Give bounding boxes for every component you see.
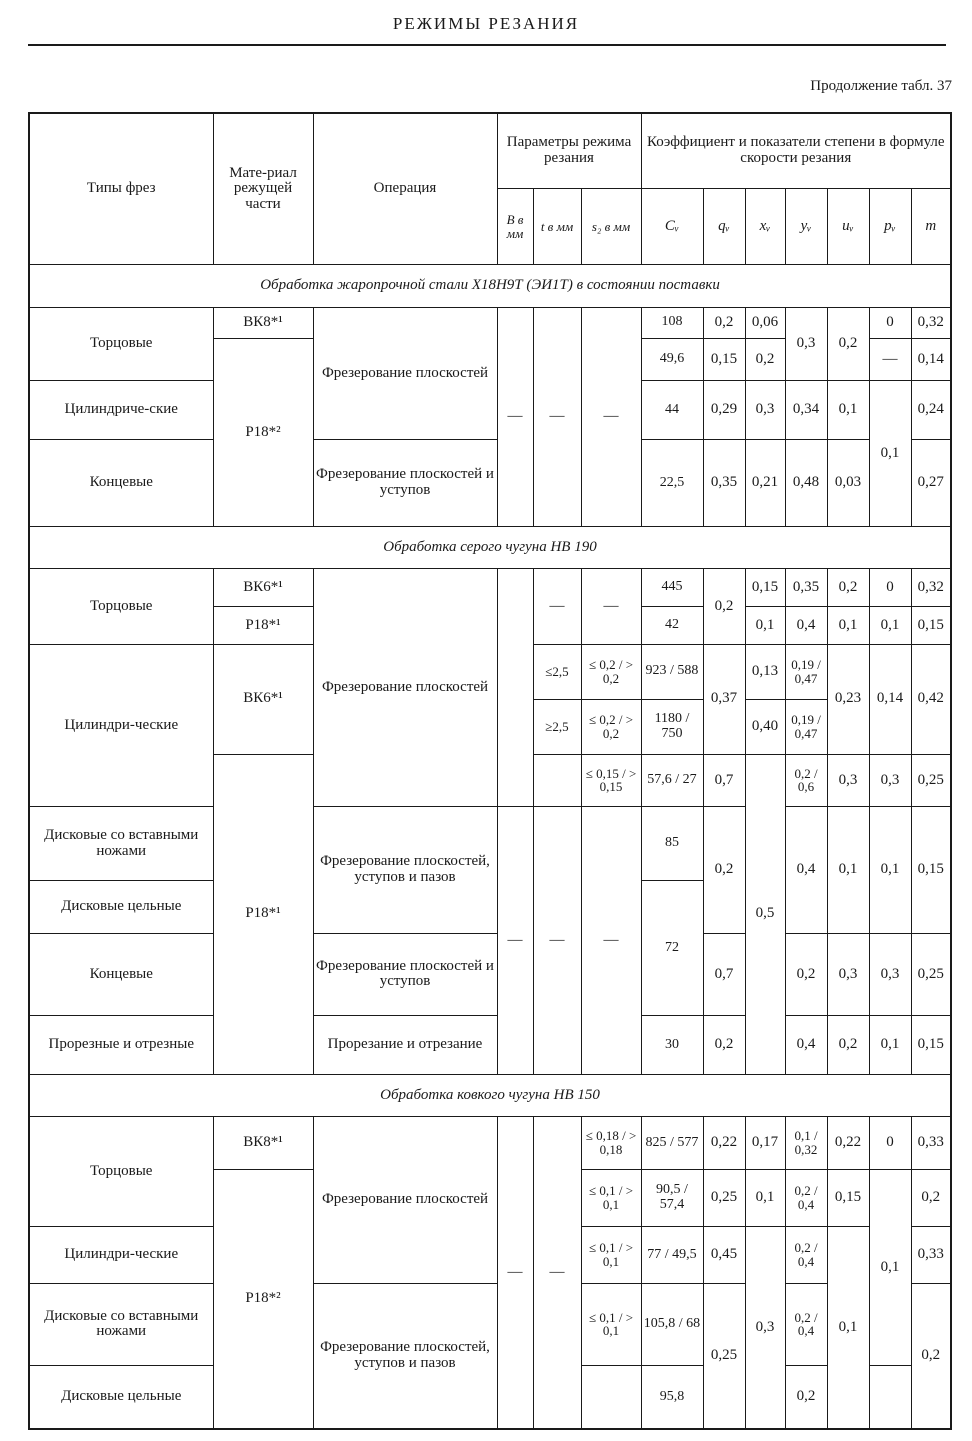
sz-cell: ≤ 0,1 / > 0,1 bbox=[581, 1226, 641, 1283]
sz-cell: ≤ 0,18 / > 0,18 bbox=[581, 1117, 641, 1170]
pv-cell: 0,1 bbox=[869, 381, 911, 527]
cv-cell: 105,8 / 68 bbox=[641, 1283, 703, 1365]
cv-cell: 1180 / 750 bbox=[641, 699, 703, 754]
material-cell: ВК6*¹ bbox=[213, 644, 313, 754]
pv-cell: 0,3 bbox=[869, 933, 911, 1015]
section-title: Обработка ковкого чугуна НВ 150 bbox=[29, 1075, 951, 1117]
b-cell: — bbox=[497, 1117, 533, 1429]
operation-cell: Фрезерование плоскостей и уступов bbox=[313, 933, 497, 1015]
cv-cell: 57,6 / 27 bbox=[641, 754, 703, 807]
type-cell: Дисковые со вставными ножами bbox=[29, 1283, 213, 1365]
xv-cell: 0,17 bbox=[745, 1117, 785, 1170]
operation-cell: Фрезерование плоскостей bbox=[313, 307, 497, 440]
yv-cell: 0,2 / 0,4 bbox=[785, 1226, 827, 1283]
t-cell: — bbox=[533, 307, 581, 526]
type-cell: Торцовые bbox=[29, 307, 213, 381]
uv-cell: 0,3 bbox=[827, 754, 869, 807]
header-coeffs: Коэффициент и показатели степени в формуле скорости резания bbox=[641, 113, 951, 189]
m-cell: 0,14 bbox=[911, 339, 951, 381]
operation-cell: Фрезерование плоскостей и уступов bbox=[313, 440, 497, 526]
t-cell: ≤2,5 bbox=[533, 644, 581, 699]
head-rule bbox=[28, 44, 946, 46]
material-cell: ВК8*¹ bbox=[213, 1117, 313, 1170]
sz-cell: — bbox=[581, 307, 641, 526]
xv-cell: 0,21 bbox=[745, 440, 785, 526]
m-cell: 0,32 bbox=[911, 307, 951, 339]
cv-cell: 22,5 bbox=[641, 440, 703, 526]
header-b: B в мм bbox=[497, 189, 533, 265]
t-cell: — bbox=[533, 1117, 581, 1429]
type-cell: Концевые bbox=[29, 933, 213, 1015]
yv-cell: 0,3 bbox=[785, 307, 827, 381]
m-cell: 0,15 bbox=[911, 606, 951, 644]
operation-cell: Фрезерование плоскостей bbox=[313, 568, 497, 806]
b-cell bbox=[497, 568, 533, 806]
pv-cell: 0,1 bbox=[869, 606, 911, 644]
pv-cell: 0,1 bbox=[869, 807, 911, 934]
yv-cell: 0,19 / 0,47 bbox=[785, 699, 827, 754]
type-cell: Дисковые цельные bbox=[29, 1366, 213, 1429]
material-cell: Р18*² bbox=[213, 339, 313, 527]
cutting-modes-table bbox=[28, 112, 952, 1430]
header-uv: uᵥ bbox=[827, 189, 869, 265]
header-material: Мате-риал режущей части bbox=[213, 113, 313, 265]
m-cell: 0,24 bbox=[911, 381, 951, 440]
xv-cell: 0,3 bbox=[745, 1226, 785, 1429]
header-qv: qᵥ bbox=[703, 189, 745, 265]
material-cell: ВК8*¹ bbox=[213, 307, 313, 339]
m-cell: 0,2 bbox=[911, 1169, 951, 1226]
m-cell: 0,42 bbox=[911, 644, 951, 754]
uv-cell: 0,15 bbox=[827, 1169, 869, 1226]
qv-cell: 0,25 bbox=[703, 1169, 745, 1226]
section-title: Обработка жаропрочной стали Х18Н9Т (ЭИ1Т) в состоянии поставки bbox=[29, 265, 951, 307]
type-cell: Концевые bbox=[29, 440, 213, 526]
m-cell: 0,32 bbox=[911, 568, 951, 606]
header-cv: Cᵥ bbox=[641, 189, 703, 265]
pv-cell: 0 bbox=[869, 1117, 911, 1170]
qv-cell: 0,45 bbox=[703, 1226, 745, 1283]
cv-cell: 923 / 588 bbox=[641, 644, 703, 699]
material-cell: Р18*¹ bbox=[213, 606, 313, 644]
qv-cell: 0,35 bbox=[703, 440, 745, 526]
xv-cell: 0,15 bbox=[745, 568, 785, 606]
pv-cell: — bbox=[869, 339, 911, 381]
pv-cell: 0,1 bbox=[869, 1169, 911, 1365]
xv-cell: 0,5 bbox=[745, 754, 785, 1075]
m-cell: 0,2 bbox=[911, 1283, 951, 1429]
uv-cell: 0,2 bbox=[827, 1016, 869, 1075]
running-head: РЕЖИМЫ РЕЗАНИЯ bbox=[392, 14, 580, 33]
qv-cell: 0,25 bbox=[703, 1283, 745, 1429]
header-sz: s₂ в мм bbox=[581, 189, 641, 265]
cv-cell: 77 / 49,5 bbox=[641, 1226, 703, 1283]
qv-cell: 0,7 bbox=[703, 754, 745, 807]
qv-cell: 0,2 bbox=[703, 307, 745, 339]
section-title: Обработка серого чугуна НВ 190 bbox=[29, 526, 951, 568]
header-types: Типы фрез bbox=[29, 113, 213, 265]
b-cell: — bbox=[497, 807, 533, 1075]
header-operation: Операция bbox=[313, 113, 497, 265]
cv-cell: 108 bbox=[641, 307, 703, 339]
qv-cell: 0,37 bbox=[703, 644, 745, 754]
xv-cell: 0,40 bbox=[745, 699, 785, 754]
type-cell: Прорезные и отрезные bbox=[29, 1016, 213, 1075]
uv-cell: 0,3 bbox=[827, 933, 869, 1015]
yv-cell: 0,1 / 0,32 bbox=[785, 1117, 827, 1170]
qv-cell: 0,2 bbox=[703, 807, 745, 934]
pv-cell: 0,1 bbox=[869, 1016, 911, 1075]
cv-cell: 95,8 bbox=[641, 1366, 703, 1429]
yv-cell: 0,2 / 0,4 bbox=[785, 1283, 827, 1365]
uv-cell: 0,03 bbox=[827, 440, 869, 526]
sz-cell: ≤ 0,2 / > 0,2 bbox=[581, 699, 641, 754]
m-cell: 0,33 bbox=[911, 1117, 951, 1170]
xv-cell: 0,1 bbox=[745, 606, 785, 644]
xv-cell: 0,06 bbox=[745, 307, 785, 339]
sz-cell: ≤ 0,2 / > 0,2 bbox=[581, 644, 641, 699]
m-cell: 0,33 bbox=[911, 1226, 951, 1283]
qv-cell: 0,15 bbox=[703, 339, 745, 381]
sz-cell: ≤ 0,1 / > 0,1 bbox=[581, 1283, 641, 1365]
header-m: m bbox=[911, 189, 951, 265]
cv-cell: 72 bbox=[641, 881, 703, 1016]
xv-cell: 0,2 bbox=[745, 339, 785, 381]
cv-cell: 825 / 577 bbox=[641, 1117, 703, 1170]
table-continuation-label: Продолжение табл. 37 bbox=[810, 78, 952, 94]
qv-cell: 0,2 bbox=[703, 568, 745, 644]
yv-cell: 0,35 bbox=[785, 568, 827, 606]
header-t: t в мм bbox=[533, 189, 581, 265]
cv-cell: 49,6 bbox=[641, 339, 703, 381]
t-cell: — bbox=[533, 807, 581, 1075]
t-cell: — bbox=[533, 568, 581, 644]
header-pv: pᵥ bbox=[869, 189, 911, 265]
cv-cell: 85 bbox=[641, 807, 703, 881]
operation-cell: Фрезерование плоскостей, уступов и пазов bbox=[313, 1283, 497, 1429]
sz-cell: — bbox=[581, 807, 641, 1075]
sz-cell bbox=[581, 1366, 641, 1429]
pv-cell: 0,3 bbox=[869, 754, 911, 807]
t-cell: ≥2,5 bbox=[533, 699, 581, 754]
sz-cell: ≤ 0,15 / > 0,15 bbox=[581, 754, 641, 807]
xv-cell: 0,13 bbox=[745, 644, 785, 699]
operation-cell: Фрезерование плоскостей, уступов и пазов bbox=[313, 807, 497, 934]
type-cell: Дисковые цельные bbox=[29, 881, 213, 934]
uv-cell: 0,23 bbox=[827, 644, 869, 754]
material-cell: ВК6*¹ bbox=[213, 568, 313, 606]
header-xv: xᵥ bbox=[745, 189, 785, 265]
cv-cell: 42 bbox=[641, 606, 703, 644]
qv-cell: 0,2 bbox=[703, 1016, 745, 1075]
uv-cell: 0,22 bbox=[827, 1117, 869, 1170]
yv-cell: 0,4 bbox=[785, 606, 827, 644]
pv-cell: 0,14 bbox=[869, 644, 911, 754]
pv-cell: 0 bbox=[869, 568, 911, 606]
pv-cell: 0 bbox=[869, 307, 911, 339]
xv-cell: 0,3 bbox=[745, 381, 785, 440]
qv-cell: 0,22 bbox=[703, 1117, 745, 1170]
yv-cell: 0,2 bbox=[785, 933, 827, 1015]
pv-cell bbox=[869, 1366, 911, 1429]
type-cell: Цилиндри-ческие bbox=[29, 1226, 213, 1283]
yv-cell: 0,2 / 0,4 bbox=[785, 1169, 827, 1226]
uv-cell: 0,1 bbox=[827, 807, 869, 934]
uv-cell: 0,2 bbox=[827, 307, 869, 381]
type-cell: Цилиндри-ческие bbox=[29, 644, 213, 806]
type-cell: Дисковые со вставными ножами bbox=[29, 807, 213, 881]
yv-cell: 0,4 bbox=[785, 1016, 827, 1075]
uv-cell: 0,1 bbox=[827, 606, 869, 644]
uv-cell: 0,2 bbox=[827, 568, 869, 606]
m-cell: 0,27 bbox=[911, 440, 951, 526]
t-cell bbox=[533, 754, 581, 807]
xv-cell: 0,1 bbox=[745, 1169, 785, 1226]
header-yv: yᵥ bbox=[785, 189, 827, 265]
cv-cell: 445 bbox=[641, 568, 703, 606]
material-cell: Р18*¹ bbox=[213, 754, 313, 1075]
yv-cell: 0,19 / 0,47 bbox=[785, 644, 827, 699]
material-cell: Р18*² bbox=[213, 1169, 313, 1429]
m-cell: 0,15 bbox=[911, 1016, 951, 1075]
type-cell: Торцовые bbox=[29, 1117, 213, 1227]
cv-cell: 30 bbox=[641, 1016, 703, 1075]
uv-cell: 0,1 bbox=[827, 381, 869, 440]
m-cell: 0,25 bbox=[911, 933, 951, 1015]
operation-cell: Прорезание и отрезание bbox=[313, 1016, 497, 1075]
sz-cell: ≤ 0,1 / > 0,1 bbox=[581, 1169, 641, 1226]
cv-cell: 44 bbox=[641, 381, 703, 440]
yv-cell: 0,48 bbox=[785, 440, 827, 526]
b-cell: — bbox=[497, 307, 533, 526]
type-cell: Цилиндриче-ские bbox=[29, 381, 213, 440]
cv-cell: 90,5 / 57,4 bbox=[641, 1169, 703, 1226]
header-params: Параметры режима резания bbox=[497, 113, 641, 189]
yv-cell: 0,2 / 0,6 bbox=[785, 754, 827, 807]
m-cell: 0,25 bbox=[911, 754, 951, 807]
type-cell: Торцовые bbox=[29, 568, 213, 644]
yv-cell: 0,2 bbox=[785, 1366, 827, 1429]
qv-cell: 0,7 bbox=[703, 933, 745, 1015]
yv-cell: 0,4 bbox=[785, 807, 827, 934]
sz-cell: — bbox=[581, 568, 641, 644]
operation-cell: Фрезерование плоскостей bbox=[313, 1117, 497, 1284]
uv-cell: 0,1 bbox=[827, 1226, 869, 1429]
qv-cell: 0,29 bbox=[703, 381, 745, 440]
yv-cell: 0,34 bbox=[785, 381, 827, 440]
cutting-modes-table-wrap bbox=[28, 112, 950, 1430]
m-cell: 0,15 bbox=[911, 807, 951, 934]
